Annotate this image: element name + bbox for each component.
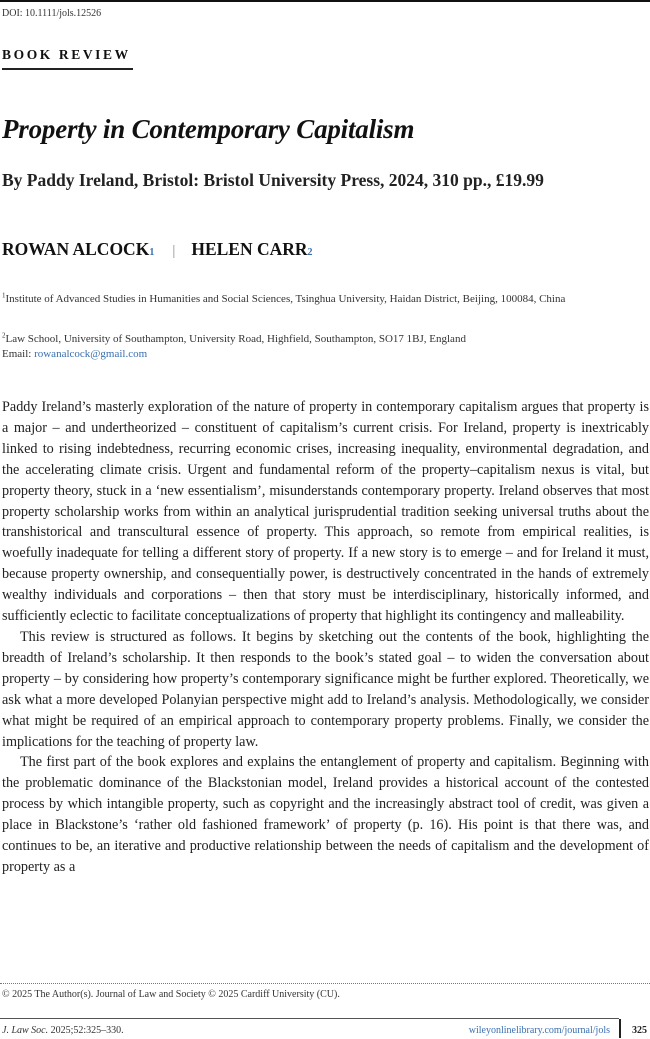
citation-details: 2025;52:325–330. <box>48 1025 124 1036</box>
section-label: BOOK REVIEW <box>2 47 131 62</box>
journal-abbrev: J. Law Soc. <box>2 1025 49 1036</box>
body-paragraph: Paddy Ireland’s masterly exploration of the nature of property in contemporary capitalism argues that property is a major – and undertheorized – constituent of capitalism’s current crisis. For Ireland, property is inextricably linked to rising indebtedness, recurring economic crises, increasing inequality, environmental degradation, and the accelerating climate crisis. Urgent and fundamental reform of the property–capitalism nexus is vital, but property theory, stuck in a ‘new essentialism’, misunderstands contemporary property. Ireland observes that most property scholarship works from within an analytical jurisprudential tradition seeking universal truths about the transhistorical and transcultural essence of property. This approach, so remote from empirical realities, is woefully inadequate for telling a different story of property. If a new story is to emerge – and for Ireland it must, because property ownership, and consequentially power, is destructively concentrated in the hands of extremely wealthy individuals and corporations – then that story must be interdisciplinary, historically informed, and sufficiently eclectic to facilitate conceptualizations of property that highlight its contingency and malleability. <box>2 399 649 625</box>
footer-divider <box>619 1019 621 1038</box>
author-list: ROWAN ALCOCK 1 | HELEN CARR 2 <box>2 239 313 259</box>
body-paragraph: This review is structured as follows. It begins by sketching out the contents of the book, highlighting the breadth of Ireland’s scholarship. It then responds to the book’s stated goal – to widen the conversation about property – by considering how property’s contemporary significance might be further explored. Theoretically, we ask what a more developed Polanyian perspective might add to Ireland’s analysis. Methodologically, we consider what might be required of an empirical approach to contemporary property problems. Finally, we consider the implications for the teaching of property law. <box>2 628 649 750</box>
footer-rule <box>0 1018 619 1019</box>
body-paragraph: The first part of the book explores and explains the entanglement of property and capitalism. Beginning with the problematic dominance of the Blackstonian model, Ireland provides a historical account of the contested process by which intangible property, such as copyright and the increasingly abstract tool of credit, was given a place in Blackstone’s ‘rather old fashioned framework’ of property (p. 16). His point is that there was, and continues to be, an iterative and productive relationship between the needs of capitalism and the development of property as a <box>2 754 649 875</box>
affiliation <box>2 290 648 309</box>
article-body <box>2 397 649 878</box>
section-underline <box>2 68 133 70</box>
article-title: Property in Contemporary Capitalism <box>2 114 415 144</box>
journal-url-link[interactable]: wileyonlinelibrary.com/journal/jols <box>468 1025 610 1036</box>
affiliation-number: 1 <box>2 291 6 300</box>
article-subtitle: By Paddy Ireland, Bristol: Bristol University Press, 2024, 310 pp., £19.99 <box>2 170 544 190</box>
doi: DOI: 10.1111/jols.12526 <box>2 8 102 19</box>
affiliation-number: 2 <box>2 331 6 340</box>
affiliation <box>2 330 648 349</box>
top-rule <box>0 0 650 2</box>
affiliation-text: Law School, University of Southampton, University Road, Highfield, Southampton, SO17 1BJ, England <box>5 333 466 345</box>
footer-separator <box>0 983 650 984</box>
author-name: HELEN CARR <box>191 239 308 259</box>
author-separator: | <box>172 243 176 259</box>
email-link[interactable]: rowanalcock@gmail.com <box>34 348 148 360</box>
affiliation-text: Institute of Advanced Studies in Humanities and Social Sciences, Tsinghua University, Haidan District, Beijing, 100084, China <box>5 293 566 305</box>
journal-citation <box>2 1025 124 1036</box>
email-line <box>2 348 147 360</box>
email-label: Email: <box>2 348 35 360</box>
copyright-notice: © 2025 The Author(s). Journal of Law and Society © 2025 Cardiff University (CU). <box>2 989 340 1000</box>
page-number: 325 <box>632 1025 647 1036</box>
author-name: ROWAN ALCOCK <box>2 239 150 259</box>
